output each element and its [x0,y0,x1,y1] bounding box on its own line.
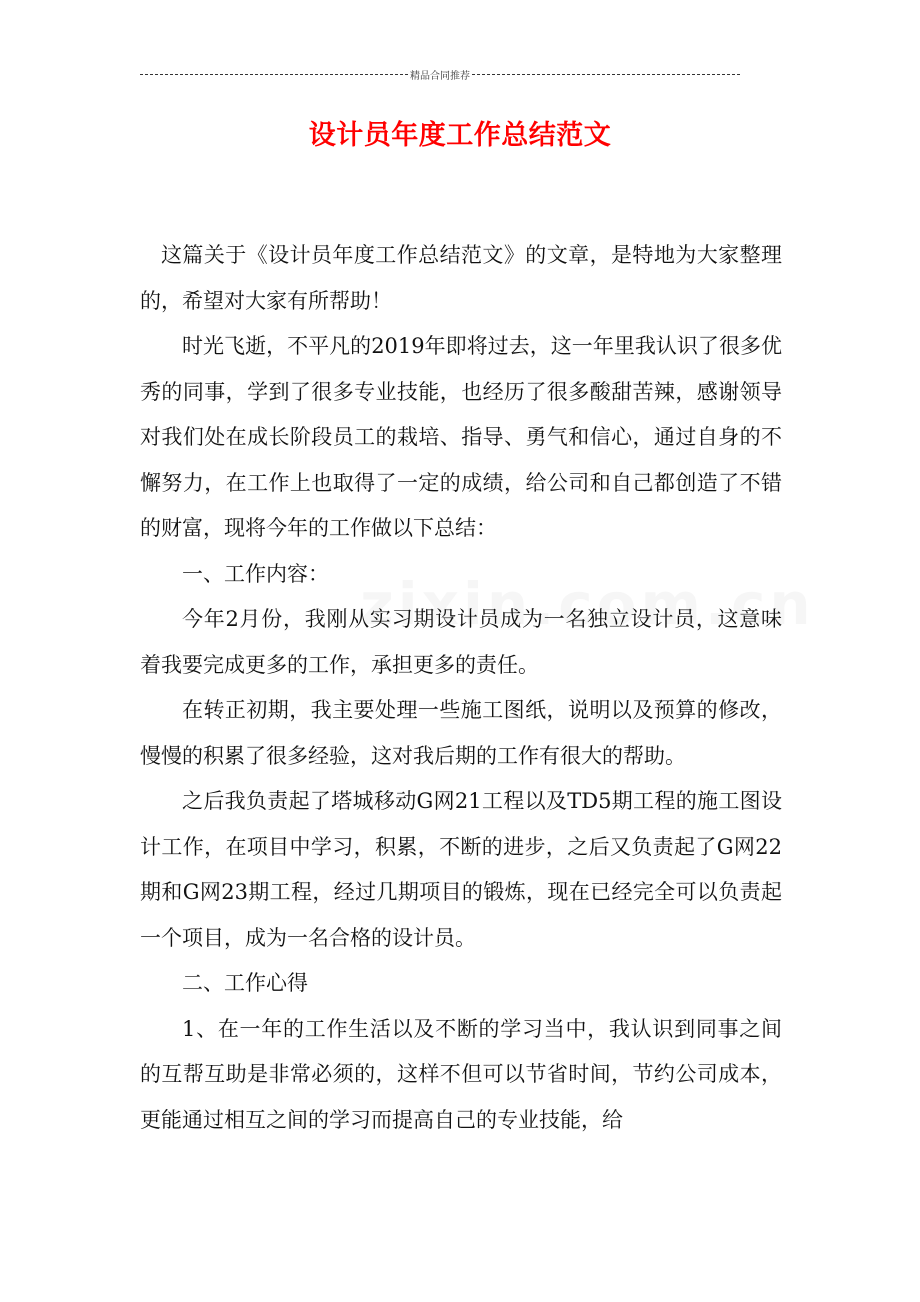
paragraph: 今年2月份，我刚从实习期设计员成为一名独立设计员，这意味着我要完成更多的工作，承担更多的责任。 [140,607,782,677]
header-dash-right [472,74,740,75]
paragraph-intro: 这篇关于《设计员年度工作总结范文》的文章，是特地为大家整理的，希望对大家有所帮助！ [140,243,782,313]
section-heading: 一、工作内容： [182,561,329,586]
paragraph: 之后我负责起了塔城移动G网21工程以及TD5期工程的施工图设计工作，在项目中学习，积累，不断的进步，之后又负责起了G网22期和G网23期工程，经过几期项目的锻炼，现在已经完全可以负责起一个项目，成为一名合格的设计员。 [140,789,782,950]
paragraph: 1、在一年的工作生活以及不断的学习当中，我认识到同事之间的互帮互助是非常必须的，这样不但可以节省时间，节约公司成本，更能通过相互之间的学习而提高自己的专业技能，给 [140,1016,782,1132]
document-title: 设计员年度工作总结范文 [308,120,612,151]
header-rule [140,66,740,82]
paragraph: 在转正初期，我主要处理一些施工图纸，说明以及预算的修改，慢慢的积累了很多经验，这对我后期的工作有很大的帮助。 [140,698,782,768]
document-body [140,233,782,1143]
header-label: 精品合同推荐 [410,70,470,82]
paragraph: 时光飞逝，不平凡的2019年即将过去，这一年里我认识了很多优秀的同事，学到了很多专业技能，也经历了很多酸甜苦辣，感谢领导对我们处在成长阶段员工的栽培、指导、勇气和信心，通过自身的不懈努力，在工作上也取得了一定的成绩，给公司和自己都创造了不错的财富，现将今年的工作做以下总结： [140,334,782,540]
header-dash-left [140,74,408,75]
section-heading: 二、工作心得 [182,971,308,995]
